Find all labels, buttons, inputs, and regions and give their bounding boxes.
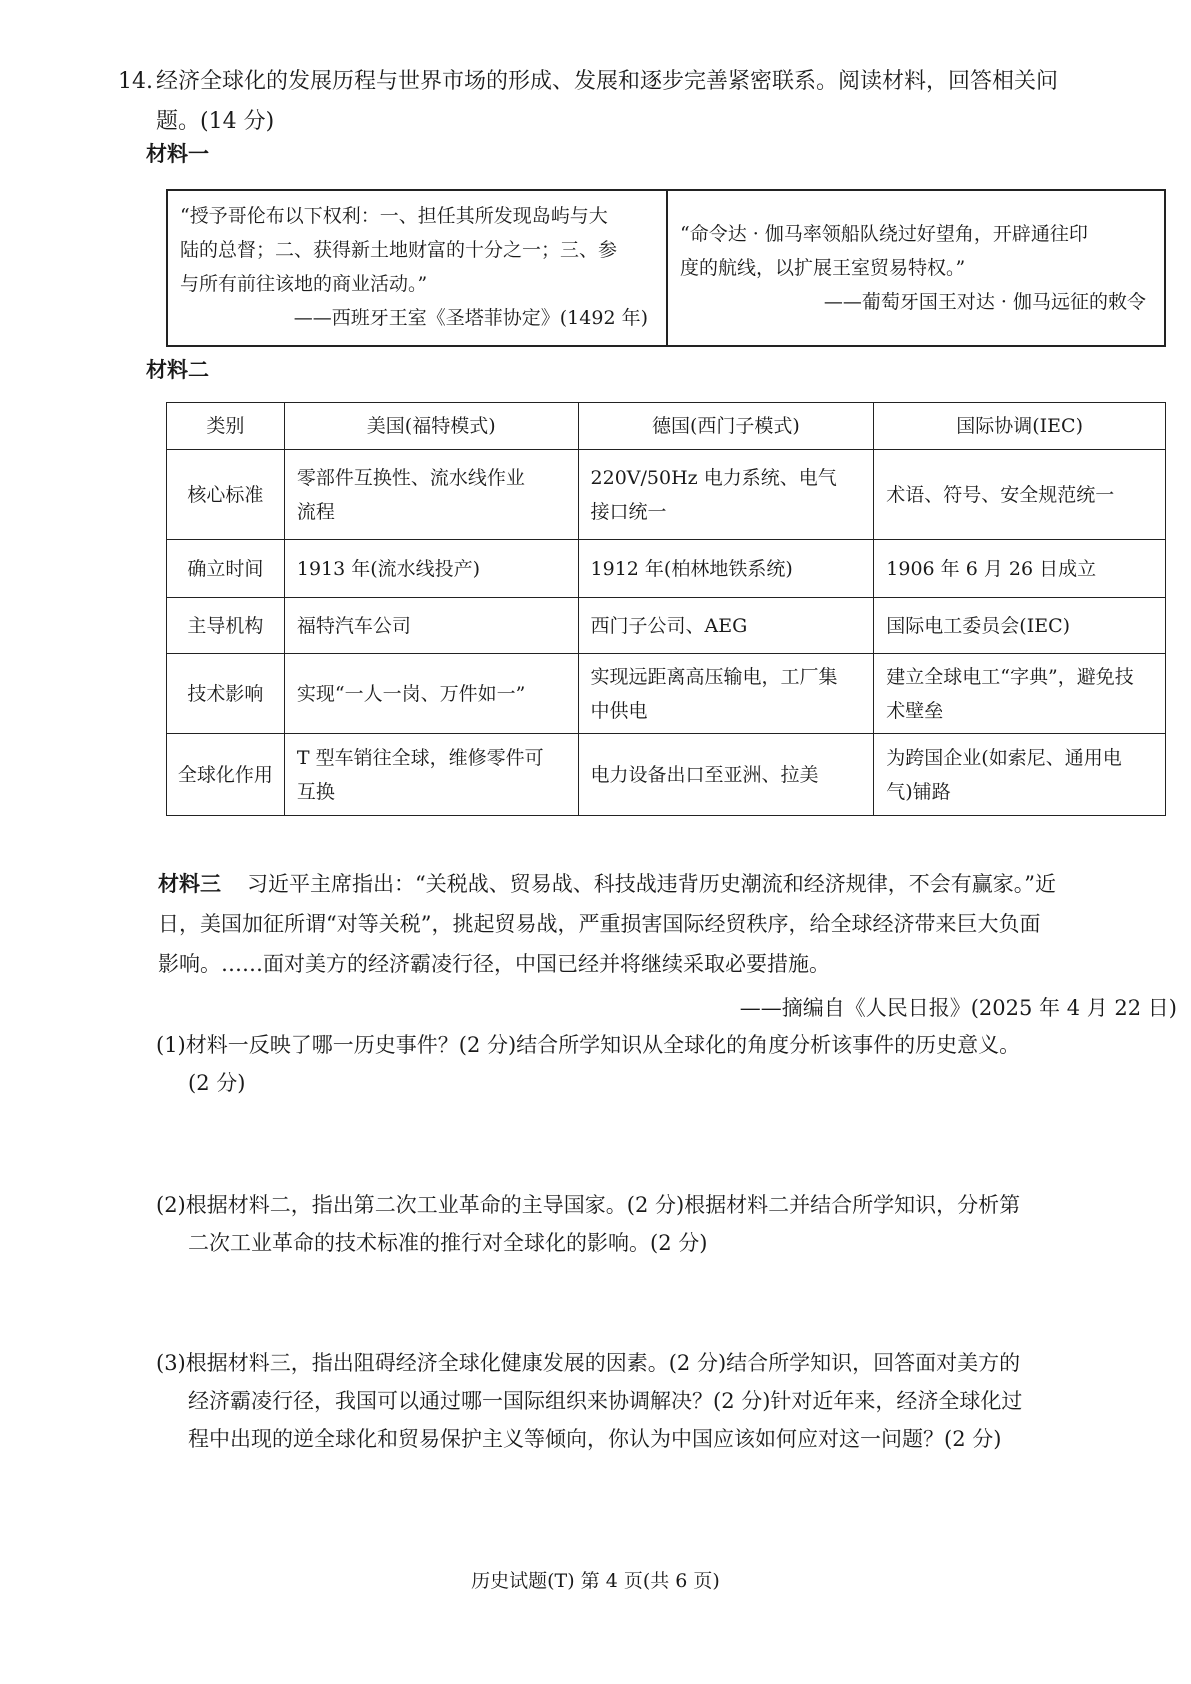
material1-right-quote (668, 191, 1164, 345)
material3-line-3: 影响。……面对美方的经济霸凌行径，中国已经并将继续采取必要措施。 (158, 952, 830, 976)
table-cell: 国际电工委员会(IEC) (874, 598, 1166, 654)
table-header-row (167, 403, 1166, 450)
table-cell: 1912 年(柏林地铁系统) (578, 540, 874, 598)
subquestion-2: (2)根据材料二，指出第二次工业革命的主导国家。(2 分)根据材料二并结合所学知识，分析第 二次工业革命的技术标准的推行对全球化的影响。(2 分) (156, 1193, 1021, 1255)
material3-label: 材料三 (158, 872, 221, 896)
question-stem-line-1: 经济全球化的发展历程与世界市场的形成、发展和逐步完善紧密联系。阅读材料，回答相关问 (156, 69, 1059, 94)
table-header: 德国(西门子模式) (578, 403, 874, 450)
material1-right-line: 度的航线，以扩展王室贸易特权。” (680, 257, 966, 279)
table-cell: 实现远距离高压输电，工厂集 中供电 (578, 654, 874, 734)
material1-left-line: 陆的总督；二、获得新土地财富的十分之一；三、参 (180, 239, 618, 261)
material2-label: 材料二 (146, 358, 209, 382)
table-cell: 实现“一人一岗、万件如一” (284, 654, 578, 734)
subquestion-3: (3)根据材料三，指出阻碍经济全球化健康发展的因素。(2 分)结合所学知识，回答面对美方的 经济霸凌行径，我国可以通过哪一国际组织来协调解决？(2 分)针对近年来，经济全球化过 程中出现的逆全球化和贸易保护主义等倾向，你认为中国应该如何应对这一问题？(2 分) (156, 1351, 1023, 1451)
table-cell: 电力设备出口至亚洲、拉美 (578, 734, 874, 816)
table-cell: T 型车销往全球，维修零件可 互换 (284, 734, 578, 816)
table-cell: 建立全球电工“字典”，避免技 术壁垒 (874, 654, 1166, 734)
page-footer: 历史试题(T) 第 4 页(共 6 页) (471, 1570, 720, 1592)
row-category: 全球化作用 (167, 734, 285, 816)
row-category: 主导机构 (167, 598, 285, 654)
question-stem-line-2: 题。(14 分) (156, 109, 275, 134)
table-cell: 1913 年(流水线投产) (284, 540, 578, 598)
material3-line-1: 习近平主席指出：“关税战、贸易战、科技战违背历史潮流和经济规律，不会有赢家。”近 (247, 872, 1056, 896)
material3-source: ——摘编自《人民日报》(2025 年 4 月 22 日) (739, 996, 1177, 1020)
question-stem (118, 62, 1178, 142)
row-category: 核心标准 (167, 450, 285, 540)
table-cell: 西门子公司、AEG (578, 598, 874, 654)
row-category: 技术影响 (167, 654, 285, 734)
material1-box (166, 189, 1166, 347)
table-cell: 术语、符号、安全规范统一 (874, 450, 1166, 540)
table-cell: 零部件互换性、流水线作业 流程 (284, 450, 578, 540)
table-cell: 220V/50Hz 电力系统、电气 接口统一 (578, 450, 874, 540)
table-cell: 为跨国企业(如索尼、通用电 气)铺路 (874, 734, 1166, 816)
table-header: 国际协调(IEC) (874, 403, 1166, 450)
material3-line-2: 日，美国加征所谓“对等关税”，挑起贸易战，严重损害国际经贸秩序，给全球经济带来巨大负面 (158, 912, 1041, 936)
table-row (167, 598, 1166, 654)
table-row (167, 654, 1166, 734)
material1-right-line: “命令达 · 伽马率领船队绕过好望角，开辟通往印 (680, 223, 1088, 245)
material1-left-line: 与所有前往该地的商业活动。” (180, 273, 428, 295)
question-number: 14. (118, 69, 153, 94)
material1-left-line: “授予哥伦布以下权利：一、担任其所发现岛屿与大 (180, 205, 608, 227)
standards-table (166, 402, 1166, 816)
table-header: 美国(福特模式) (284, 403, 578, 450)
table-header: 类别 (167, 403, 285, 450)
subquestion-1: (1)材料一反映了哪一历史事件？(2 分)结合所学知识从全球化的角度分析该事件的历史意义。 (2 分) (156, 1033, 1021, 1095)
table-cell: 福特汽车公司 (284, 598, 578, 654)
material1-left-quote (168, 191, 668, 345)
table-row (167, 450, 1166, 540)
material1-right-source: ——葡萄牙国王对达 · 伽马远征的敕令 (823, 291, 1146, 313)
material1-left-source: ——西班牙王室《圣塔菲协定》(1492 年) (293, 307, 648, 329)
material3-paragraph (158, 864, 1178, 984)
material1-label: 材料一 (146, 142, 209, 166)
row-category: 确立时间 (167, 540, 285, 598)
table-cell: 1906 年 6 月 26 日成立 (874, 540, 1166, 598)
table-row (167, 540, 1166, 598)
table-row (167, 734, 1166, 816)
